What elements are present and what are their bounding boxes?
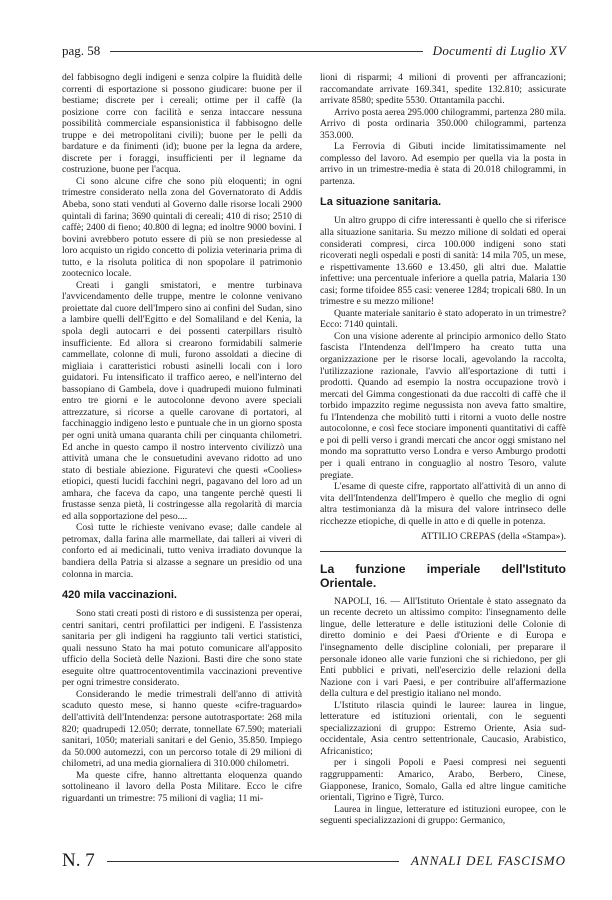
paragraph: del fabbisogno degli indigeni e senza colpire la fluidità delle correnti di esportazione si possono giudicare: buone per il bestiame; discrete per i cereali; ottime per il caffè (la posizione corre con facilità e senza intaccare nessuna possibilità commerciale espansionistica il fabbisogno delle truppe e dei metropolitani civili); buone per le pelli da bardature e da finimenti (id); buone per la legna da ardere, discrete per i foraggi, insufficienti per il legname da costruzione, buone per l'acqua. <box>62 72 302 176</box>
footer-rule <box>107 861 399 862</box>
publication-name: ANNALI DEL FASCISMO <box>410 853 566 868</box>
article-heading: La funzione imperiale dell'Istituto Orientale. <box>320 561 566 590</box>
page-footer <box>62 850 566 872</box>
paragraph: Ma queste cifre, hanno altrettanta eloquenza quando sottolineano il lavoro della Posta Militare. Ecco le cifre riguardanti un trimestre: 75 milioni di vaglia; 11 mi- <box>62 769 302 804</box>
section-heading: 420 mila vaccinazioni. <box>62 589 177 602</box>
paragraph: La Ferrovia di Gibuti incide limitatissimamente nel complesso del lavoro. Ad esempio per quella via la posta in arrivo in un trimestre-media è stata di 20.018 chilogrammi, in partenza. <box>320 141 566 187</box>
page-header <box>62 42 566 60</box>
paragraph: lioni di risparmi; 4 milioni di proventi per affrancazioni; raccomandate arrivate 169.341, spedite 132.810; assicurate arrivate 8580; spedite 5530. Ottantamila pacchi. <box>320 72 566 107</box>
paragraph: Laurea in lingue, letterature ed istituzioni europee, con le seguenti specializzazioni di gruppo: Germanico, <box>320 803 566 827</box>
paragraph: Con una visione aderente al principio armonico dello Stato fascista l'Intendenza dell'Impero ha creato tutta una organizzazione per le risorse locali, agevolando la raccolta, l'utilizzazione razionale, l'avvio all'esportazione di tutti i prodotti. Quando ad esempio la nostra occupazione trovò i mercati del Gimma congestionati da due raccolti di caffè che il torbido impazzito regime negussista non aveva fatto smaltire, fu l'Intendenza che mobilitò tutti i ritorni a vuoto delle nostre autocolonne, e così fece stociare imponenti quantitativi di caffè e poi di pelli verso i grandi mercati che ancor oggi smistano nel mondo ma soprattutto verso Londra e verso Amburgo prodotti per i quali entrano in conguaglio al nostro Tesoro, valute pregiate. <box>320 330 566 481</box>
paragraph: Arrivo posta aerea 295.000 chilogrammi, partenza 280 mila. Arrivo di posta ordinaria 350.000 chilogrammi, partenza 353.000. <box>320 106 566 141</box>
author-signature: ATTILIO CREPAS (della «Stampa»). <box>420 531 566 543</box>
article-divider <box>320 551 566 552</box>
paragraph: L'Istituto rilascia quindi le lauree: laurea in lingue, letterature ed istituzioni orientali, con le seguenti specializzazioni di gruppo: Estremo Oriente, Asia sud-occidentale, Asia centro settentrionale, Caucasio, Arabistico, Africanistico; <box>320 699 566 757</box>
section-heading: La situazione sanitaria. <box>320 196 442 209</box>
paragraph: Così tutte le richieste venivano evase; dalle candele al petromax, dalla farina alle marmellate, dai talleri ai viveri di conforto ed ai medicinali, tutto veniva irradiato dovunque la bandiera della Patria si alzasse a segnare un presidio od una colonna in marcia. <box>62 522 302 580</box>
paragraph: Quante materiale sanitario è stato adoperato in un trimestre? Ecco: 7140 quintali. <box>320 307 566 331</box>
paragraph: Sono stati creati posti di ristoro e di sussistenza per operai, centri sanitari, centri profilattici per indigeni. E l'assistenza sanitaria per gli indigeni ha raggiunto tali vertici statistici, quali nessuno Stato ha mai potuto comunicare all'apposito ufficio della Società delle Nazioni. Basti dire che sono state eseguite oltre quattrocentoventimila vaccinazioni preventive per ogni trimestre considerato. <box>62 608 302 689</box>
running-title: Documenti di Luglio XV <box>432 43 566 58</box>
page-number: pag. 58 <box>62 43 101 58</box>
paragraph: Creati i gangli smistatori, e mentre turbinava l'avvicendamento delle truppe, mentre le colonne venivano proiettate dal cuore dell'Impero sino ai confini del Sudan, sino a lambire quelli dell'Egitto e del Somaliland e del Kenia, la spola degli autocarri e dei possenti caterpillars risultò insufficiente. Ed allora si crearono formidabili salmerie cammellate, colonne di muli, furono assoldati a diecine di migliaia i caratteristici robusti asinelli locali con i loro guidatori. Fu intensificato il traffico aereo, e nell'interno del bassopiano di Gambela, dove i quadrupedi muiono fulminati entro tre giorni e le autocolonne devono avere speciali attrezzature, si ricorse a quelle carovane di portatori, al facchinaggio indigeno lesto e puntuale che in un giorno sposta per ogni unità umana quaranta chili per cinquanta chilometri. Ed anche in questo campo il nostro intervento civilizzò una attività umana che le consuetudini avevano ridotto ad uno stato di bestiale abiezione. Figuratevi che questi «Coolies» etiopici, questi lucidi facchini negri, pagavano del loro ad un amhara, che faceva da capo, una tangente perchè questi li frustasse senza pietà, li costringesse alla regolarità di marcia ed alla sopportazione del peso.... <box>62 279 302 522</box>
paragraph: Considerando le medie trimestrali dell'anno di attività scaduto questo mese, si hanno queste «cifre-traguardo» dell'attività dell'Intendenza: persone autotrasportate: 268 mila 820; quadrupedi 12.050; derrate, tonnellate 67.590; materiali sanitari, 1050; materiali sanitari e del Genio, 35.850. Impiego da 50.000 automezzi, con un percorso totale di 29 milioni di chilometri, ad una media giornaliera di 310.000 chilometri. <box>62 688 302 770</box>
paragraph: per i singoli Popoli e Paesi compresi nei seguenti raggruppamenti: Amarico, Arabo, Berbero, Cinese, Giapponese, Iranico, Somalo, Galla ed altre lingue camitiche orientali, Tigrino e Tigrè, Turco. <box>320 757 566 804</box>
paragraph: Un altro gruppo di cifre interessanti è quello che si riferisce alla situazione sanitaria. Su mezzo milione di soldati ed operai considerati compresi, circa 100.000 indigeni sono stati ricoverati negli ospedali e posti di sanità: 14 mila 705, un mese, e rispettivamente 13.660 e 13.450, gli altri due. Malattie infettive: una percentuale inferiore a quella patria, Malaria 130 casi; forme tifoidee 855 casi: veneree 1284; tropicali 680. In un trimestre e su mezzo milione! <box>320 215 566 308</box>
left-column <box>62 72 302 804</box>
header-rule <box>110 51 422 52</box>
right-column <box>320 72 566 827</box>
issue-number: N. 7 <box>62 850 95 871</box>
paragraph: L'esame di queste cifre, rapportato all'attività di un anno di vita dell'Intendenza dell'Impero è quello che meglio di ogni altra testimonianza dà la misura del valore intrinseco delle ricchezze etiopiche, di quelle in atto e di quelle in potenza. <box>320 481 566 527</box>
paragraph: Ci sono alcune cifre che sono più eloquenti; in ogni trimestre considerato nella zona del Governatorato di Addis Abeba, sono stati venduti al Governo dalle risorse locali 2900 quintali di farina; 3690 quintali di cereali; 410 di riso; 2510 di caffè; 2400 di fieno; 40.800 di legna; ed inoltre 9000 bovini. I bovini avrebbero potuto essere di più se non presiedesse al loro acquisto un rigido concetto di polizia veterinaria prima di tutto, e la risoluta politica di non spopolare il patrimonio zootecnico locale. <box>62 175 302 280</box>
paragraph: NAPOLI, 16. — All'Istituto Orientale è stato assegnato da un recente decreto un altissimo compito: l'insegnamento delle lingue, delle letterature e delle istituzioni delle Colonie di diretto dominio e dei Paesi d'Oriente e di Europa e l'insegnamento delle discipline coloniali, per preparare il personale idoneo alle varie funzioni che si richiedono, per gli Enti pubblici e privati, nell'esercizio delle relazioni della Nazione con i vari Paesi, e per contribuire all'affermazione della cultura e del prestigio italiano nel mondo. <box>320 595 566 700</box>
